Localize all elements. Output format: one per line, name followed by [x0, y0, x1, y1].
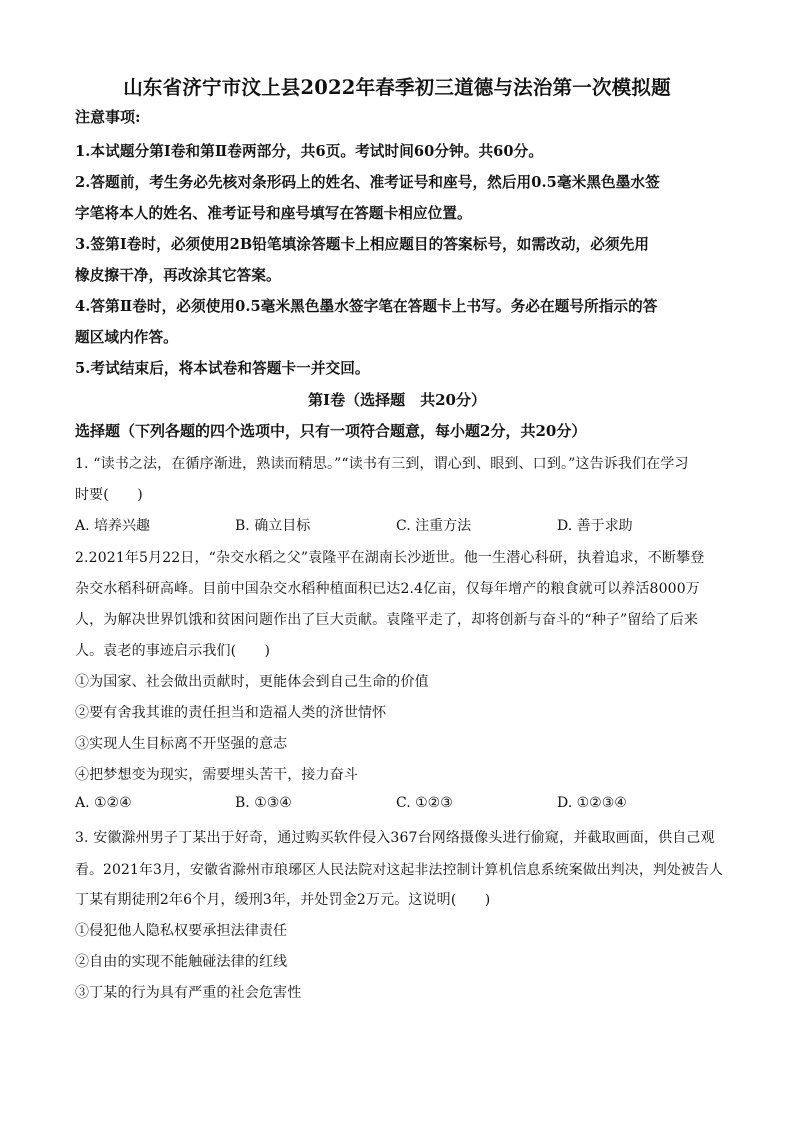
- question-1-option-a: A. 培养兴趣: [75, 518, 151, 534]
- notice-line: 4.答第Ⅱ卷时，必须使用0.5毫米黑色墨水签字笔在答题卡上书写。务必在题号所指示的答: [75, 298, 658, 315]
- question-2-text: 人，为解决世界饥饿和贫困问题作出了巨大贡献。袁隆平走了，却将创新与奋斗的“种子”留给了后来: [75, 612, 699, 628]
- question-2-text: 2.2021年5月22日，“杂交水稻之父”袁隆平在湖南长沙逝世。他一生潜心科研，执着追求，不断攀登: [75, 550, 705, 566]
- page-title: 山东省济宁市汶上县2022年春季初三道德与法治第一次模拟题: [123, 76, 671, 99]
- notice-line: 3.签第Ⅰ卷时，必须使用2B铅笔填涂答题卡上相应题目的答案标号，如需改动，必须先用: [75, 236, 650, 253]
- question-2-statement: ②要有舍我其谁的责任担当和造福人类的济世情怀: [75, 705, 387, 721]
- question-2-statement: ①为国家、社会做出贡献时，更能体会到自己生命的价值: [75, 674, 429, 690]
- notice-heading: 注意事项:: [75, 108, 141, 126]
- question-3-statement: ①侵犯他人隐私权要承担法律责任: [75, 923, 288, 939]
- notice-line: 5.考试结束后，将本试卷和答题卡一并交回。: [75, 360, 370, 377]
- section-title: 第Ⅰ卷（选择题 共20分）: [308, 391, 486, 409]
- question-2-option-a: A. ①②④: [75, 795, 132, 811]
- question-2-text: 杂交水稻科研高峰。目前中国杂交水稻种植面积已达2.4亿亩，仅每年增产的粮食就可以养活8000万: [75, 581, 700, 597]
- question-1-option-b: B. 确立目标: [235, 518, 311, 534]
- choice-instruction: 选择题（下列各题的四个选项中，只有一项符合题意，每小题2分，共20分）: [75, 422, 587, 440]
- question-2-statement: ③实现人生目标离不开坚强的意志: [75, 736, 288, 752]
- question-3-text: 看。2021年3月，安徽省滁州市琅琊区人民法院对这起非法控制计算机信息系统案做出判决，判处被告人: [75, 862, 723, 878]
- question-2-option-d: D. ①②③④: [557, 795, 627, 811]
- notice-line: 字笔将本人的姓名、准考证号和座号填写在答题卡相应位置。: [75, 205, 472, 222]
- question-3-text: 丁某有期徒刑2年6个月，缓刑3年，并处罚金2万元。这说明( ): [75, 892, 491, 908]
- question-2-option-b: B. ①③④: [235, 795, 292, 811]
- notice-line: 1.本试题分第Ⅰ卷和第Ⅱ卷两部分，共6页。考试时间60分钟。共60分。: [75, 143, 544, 160]
- question-2-statement: ④把梦想变为现实，需要埋头苦干，接力奋斗: [75, 767, 358, 783]
- question-2-option-c: C. ①②③: [396, 795, 453, 811]
- question-3-text: 3. 安徽滁州男子丁某出于好奇，通过购买软件侵入367台网络摄像头进行偷窥，并截取画面，供自己观: [75, 830, 715, 846]
- notice-line: 2.答题前，考生务必先核对条形码上的姓名、准考证号和座号，然后用0.5毫米黑色墨水签: [75, 174, 660, 191]
- question-1-option-d: D. 善于求助: [557, 518, 633, 534]
- question-1-option-c: C. 注重方法: [396, 518, 472, 534]
- question-2-text: 人。袁老的事迹启示我们( ): [75, 643, 271, 659]
- question-3-statement: ②自由的实现不能触碰法律的红线: [75, 954, 288, 970]
- question-1-text: 1. “读书之法，在循序渐进，熟读而精思。”“读书有三到，谓心到、眼到、口到。”这告诉我们在学习: [75, 456, 689, 472]
- notice-line: 题区域内作答。: [75, 329, 178, 346]
- question-3-statement: ③丁某的行为具有严重的社会危害性: [75, 985, 302, 1001]
- notice-line: 橡皮擦干净，再改涂其它答案。: [75, 267, 281, 284]
- question-1-text: 时要( ): [75, 487, 143, 503]
